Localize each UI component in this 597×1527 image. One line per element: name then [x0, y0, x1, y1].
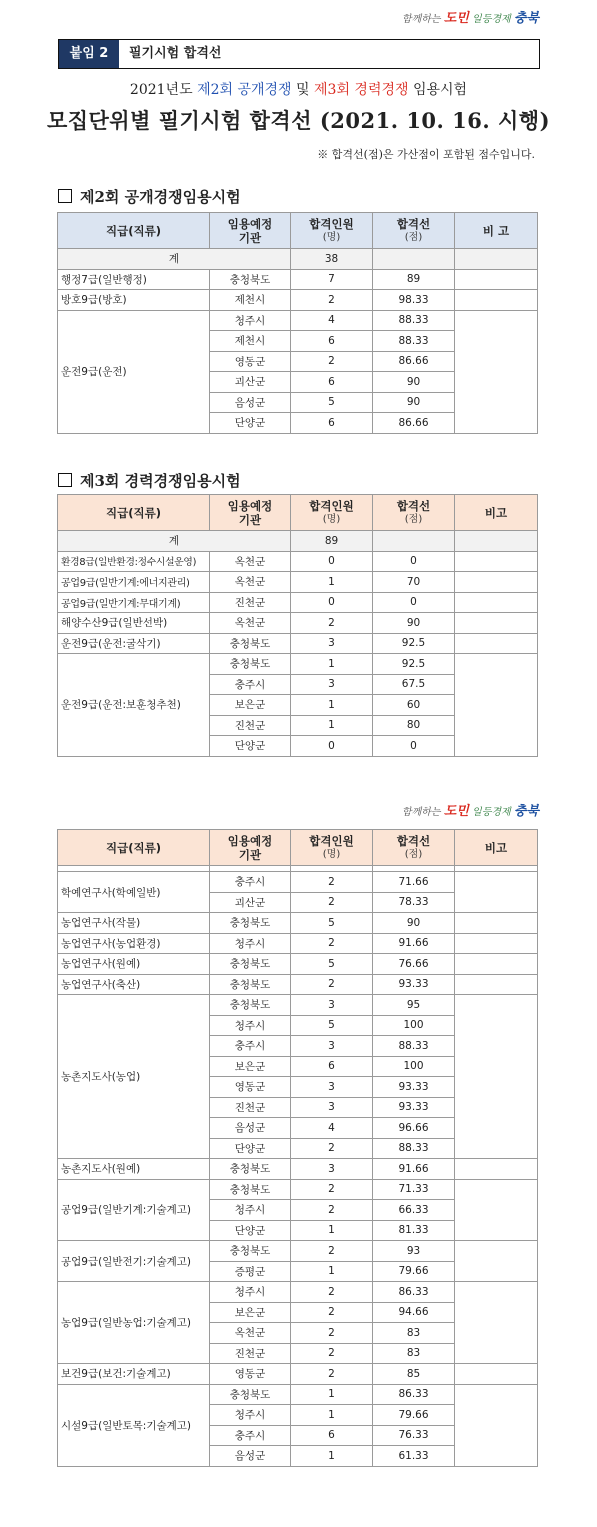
table-row [58, 1179, 538, 1200]
score-cell: 100 [373, 1015, 455, 1036]
score-cell: 79.66 [373, 1261, 455, 1282]
count-cell: 2 [291, 1323, 373, 1344]
logo-text: 함께하는 [401, 14, 441, 25]
count-cell: 1 [291, 1261, 373, 1282]
remark-cell [455, 1384, 538, 1466]
agency-cell: 영동군 [210, 1077, 291, 1098]
header-score [373, 213, 455, 249]
job-cell: 농업연구사(농업환경) [58, 933, 210, 954]
table-open-competition [57, 212, 538, 434]
agency-cell: 진천군 [210, 1097, 291, 1118]
count-cell: 2 [291, 1364, 373, 1385]
agency-cell: 청주시 [210, 310, 291, 331]
job-cell: 운전9급(운전:보훈청추천) [58, 654, 210, 757]
header-count-line: 합격인원 [309, 833, 354, 848]
count-cell: 2 [291, 1179, 373, 1200]
agency-cell: 영동군 [210, 351, 291, 372]
header-count [291, 213, 373, 249]
checkbox-square-icon [58, 189, 72, 203]
subtitle-part: 임용시험 [408, 82, 468, 98]
agency-cell: 괴산군 [210, 892, 291, 913]
agency-cell: 충주시 [210, 872, 291, 893]
remark-cell [455, 1179, 538, 1241]
count-cell: 2 [291, 933, 373, 954]
logo [402, 7, 539, 26]
count-cell: 0 [291, 551, 373, 572]
agency-cell: 옥천군 [210, 572, 291, 593]
score-cell: 0 [373, 592, 455, 613]
score-cell: 91.66 [373, 1159, 455, 1180]
page-title: 모집단위별 필기시험 합격선 (2021. 10. 16. 시행) [46, 108, 551, 133]
header-count-line: 합격인원 [309, 216, 354, 231]
count-cell: 3 [291, 633, 373, 654]
job-cell: 공업9급(일반전기:기술계고) [58, 1241, 210, 1282]
count-cell: 6 [291, 1056, 373, 1077]
agency-cell: 진천군 [210, 592, 291, 613]
score-cell: 71.66 [373, 872, 455, 893]
score-cell: 86.66 [373, 351, 455, 372]
job-cell: 방호9급(방호) [58, 290, 210, 311]
table-row [58, 1159, 538, 1180]
count-cell: 2 [291, 892, 373, 913]
count-cell: 6 [291, 1425, 373, 1446]
section1-title [58, 186, 241, 207]
score-cell: 78.33 [373, 892, 455, 913]
table-row [58, 572, 538, 593]
agency-cell: 제천시 [210, 290, 291, 311]
count-cell: 1 [291, 572, 373, 593]
agency-cell: 음성군 [210, 1118, 291, 1139]
table-row [58, 872, 538, 893]
agency-cell: 제천시 [210, 331, 291, 352]
score-cell: 67.5 [373, 674, 455, 695]
header-agency-line: 임용예정 [227, 498, 273, 513]
total-label: 계 [58, 249, 291, 270]
agency-cell: 보은군 [210, 1302, 291, 1323]
agency-cell: 청주시 [210, 1282, 291, 1303]
agency-cell: 단양군 [210, 736, 291, 757]
count-cell: 2 [291, 1282, 373, 1303]
job-cell: 환경8급(일반환경:정수시설운영) [58, 551, 210, 572]
count-cell: 7 [291, 269, 373, 290]
agency-cell: 충주시 [210, 1036, 291, 1057]
count-cell: 6 [291, 413, 373, 434]
header-job: 직급(직류) [58, 495, 210, 531]
count-cell: 2 [291, 1302, 373, 1323]
remark-cell [455, 1159, 538, 1180]
header-count-line: 합격인원 [309, 498, 354, 513]
header-count [291, 830, 373, 866]
count-cell: 6 [291, 331, 373, 352]
logo-text: 일등경제 [472, 14, 511, 25]
remark-cell [455, 872, 538, 913]
table-row [58, 995, 538, 1016]
total-score [373, 249, 455, 270]
count-cell: 1 [291, 1405, 373, 1426]
table-row [58, 633, 538, 654]
agency-cell: 단양군 [210, 1220, 291, 1241]
table-row [58, 954, 538, 975]
remark-cell [455, 551, 538, 572]
header-score-line: 합격선 [396, 833, 431, 848]
count-cell: 3 [291, 674, 373, 695]
remark-cell [455, 1282, 538, 1364]
count-cell: 1 [291, 1446, 373, 1467]
agency-cell: 청주시 [210, 933, 291, 954]
header-score-line: 합격선 [396, 216, 431, 231]
score-cell: 86.33 [373, 1384, 455, 1405]
agency-cell: 충청북도 [210, 1179, 291, 1200]
header-remark: 비고 [455, 495, 538, 531]
logo-text: 도민 [443, 804, 469, 819]
table-row [58, 551, 538, 572]
score-cell: 98.33 [373, 290, 455, 311]
count-cell: 5 [291, 913, 373, 934]
table-row [58, 654, 538, 675]
agency-cell: 충청북도 [210, 954, 291, 975]
count-cell: 3 [291, 1036, 373, 1057]
score-cell: 86.66 [373, 413, 455, 434]
header-count-unit: (명) [322, 513, 341, 525]
logo-text: 함께하는 [401, 807, 441, 818]
job-cell: 공업9급(일반기계:에너지관리) [58, 572, 210, 593]
score-cell: 96.66 [373, 1118, 455, 1139]
total-count: 89 [291, 531, 373, 552]
count-cell: 3 [291, 995, 373, 1016]
agency-cell: 영동군 [210, 1364, 291, 1385]
attachment-header [58, 39, 540, 69]
score-cell: 71.33 [373, 1179, 455, 1200]
score-cell: 76.66 [373, 954, 455, 975]
section2-title [58, 470, 241, 491]
agency-cell: 청주시 [210, 1405, 291, 1426]
score-cell: 80 [373, 715, 455, 736]
header-remark: 비 고 [455, 213, 538, 249]
count-cell: 0 [291, 736, 373, 757]
job-cell: 보건9급(보건:기술계고) [58, 1364, 210, 1385]
score-cell: 66.33 [373, 1200, 455, 1221]
agency-cell: 단양군 [210, 1138, 291, 1159]
table-row [58, 613, 538, 634]
score-cell: 93 [373, 1241, 455, 1262]
count-cell: 0 [291, 592, 373, 613]
agency-cell: 충주시 [210, 674, 291, 695]
remark-cell [455, 933, 538, 954]
remark-cell [455, 913, 538, 934]
logo-text: 충북 [513, 804, 539, 819]
table-career-competition [57, 494, 538, 757]
score-cell: 100 [373, 1056, 455, 1077]
job-cell: 농업연구사(작물) [58, 913, 210, 934]
remark-cell [455, 954, 538, 975]
exam-subtitle [0, 79, 597, 99]
header-count-unit: (명) [322, 848, 341, 860]
remark-cell [455, 613, 538, 634]
header-agency [210, 213, 291, 249]
remark-cell [455, 1364, 538, 1385]
subtitle-part: 제2회 공개경쟁 [197, 82, 292, 98]
table-row [58, 290, 538, 311]
count-cell: 6 [291, 372, 373, 393]
table-career-competition-continued [57, 829, 538, 1467]
table-row [58, 913, 538, 934]
score-cell: 90 [373, 613, 455, 634]
job-cell: 공업9급(일반기계:기술계고) [58, 1179, 210, 1241]
total-remark [455, 249, 538, 270]
agency-cell: 충청북도 [210, 1159, 291, 1180]
logo-text: 도민 [443, 11, 469, 26]
score-cell: 79.66 [373, 1405, 455, 1426]
remark-cell [455, 290, 538, 311]
job-cell: 학예연구사(학예일반) [58, 872, 210, 913]
agency-cell: 진천군 [210, 1343, 291, 1364]
score-cell: 88.33 [373, 1138, 455, 1159]
logo [402, 800, 539, 819]
agency-cell: 옥천군 [210, 551, 291, 572]
score-cell: 88.33 [373, 1036, 455, 1057]
score-cell: 83 [373, 1343, 455, 1364]
remark-cell [455, 572, 538, 593]
score-cell: 88.33 [373, 310, 455, 331]
agency-cell: 청주시 [210, 1200, 291, 1221]
remark-cell [455, 974, 538, 995]
job-cell: 행정7급(일반행정) [58, 269, 210, 290]
count-cell: 2 [291, 1241, 373, 1262]
count-cell: 2 [291, 351, 373, 372]
header-remark: 비고 [455, 830, 538, 866]
header-score-unit: (점) [404, 513, 423, 525]
total-score [373, 531, 455, 552]
header-agency [210, 830, 291, 866]
section2-title-text: 제3회 경력경쟁임용시험 [80, 472, 241, 490]
score-cell: 93.33 [373, 1097, 455, 1118]
remark-cell [455, 592, 538, 613]
count-cell: 3 [291, 1097, 373, 1118]
job-cell: 농업9급(일반농업:기술계고) [58, 1282, 210, 1364]
header-count [291, 495, 373, 531]
count-cell: 5 [291, 954, 373, 975]
score-cell: 89 [373, 269, 455, 290]
remark-cell [455, 310, 538, 433]
score-cell: 92.5 [373, 654, 455, 675]
total-remark [455, 531, 538, 552]
attachment-title: 필기시험 합격선 [129, 46, 222, 61]
agency-cell: 단양군 [210, 413, 291, 434]
header-score [373, 830, 455, 866]
agency-cell: 충청북도 [210, 633, 291, 654]
count-cell: 2 [291, 290, 373, 311]
table-row [58, 592, 538, 613]
agency-cell: 청주시 [210, 1015, 291, 1036]
count-cell: 2 [291, 872, 373, 893]
job-cell: 농업연구사(축산) [58, 974, 210, 995]
score-cell: 60 [373, 695, 455, 716]
table-row [58, 1384, 538, 1405]
job-cell: 농촌지도사(농업) [58, 995, 210, 1159]
count-cell: 5 [291, 392, 373, 413]
remark-cell [455, 269, 538, 290]
score-cell: 0 [373, 736, 455, 757]
score-cell: 91.66 [373, 933, 455, 954]
count-cell: 4 [291, 310, 373, 331]
agency-cell: 옥천군 [210, 613, 291, 634]
agency-cell: 진천군 [210, 715, 291, 736]
agency-cell: 충청북도 [210, 1384, 291, 1405]
score-cell: 90 [373, 372, 455, 393]
checkbox-square-icon [58, 473, 72, 487]
agency-cell: 음성군 [210, 1446, 291, 1467]
logo-text: 일등경제 [472, 807, 511, 818]
score-note: ※ 합격선(점)은 가산점이 포함된 점수입니다. [317, 148, 535, 161]
header-job: 직급(직류) [58, 830, 210, 866]
table-row [58, 1241, 538, 1262]
score-cell: 92.5 [373, 633, 455, 654]
header-job: 직급(직류) [58, 213, 210, 249]
agency-cell: 충청북도 [210, 654, 291, 675]
agency-cell: 음성군 [210, 392, 291, 413]
score-cell: 94.66 [373, 1302, 455, 1323]
count-cell: 2 [291, 1343, 373, 1364]
count-cell: 1 [291, 695, 373, 716]
agency-cell: 보은군 [210, 1056, 291, 1077]
score-cell: 81.33 [373, 1220, 455, 1241]
job-cell: 운전9급(운전) [58, 310, 210, 433]
job-cell: 공업9급(일반기계:무대기계) [58, 592, 210, 613]
count-cell: 1 [291, 1384, 373, 1405]
score-cell: 70 [373, 572, 455, 593]
count-cell: 1 [291, 1220, 373, 1241]
agency-cell: 충청북도 [210, 913, 291, 934]
score-cell: 0 [373, 551, 455, 572]
subtitle-part: 및 [291, 82, 315, 98]
subtitle-part: 2021년도 [129, 82, 198, 98]
agency-cell: 옥천군 [210, 1323, 291, 1344]
agency-cell: 충청북도 [210, 974, 291, 995]
job-cell: 시설9급(일반토목:기술계고) [58, 1384, 210, 1466]
header-score-line: 합격선 [396, 498, 431, 513]
score-cell: 61.33 [373, 1446, 455, 1467]
agency-cell: 보은군 [210, 695, 291, 716]
table-row [58, 933, 538, 954]
count-cell: 2 [291, 613, 373, 634]
header-score-unit: (점) [404, 231, 423, 243]
count-cell: 2 [291, 974, 373, 995]
header-agency-line: 기관 [238, 847, 262, 862]
attachment-badge: 붙임 2 [59, 40, 119, 68]
count-cell: 2 [291, 1138, 373, 1159]
table-row [58, 974, 538, 995]
agency-cell: 충청북도 [210, 995, 291, 1016]
score-cell: 93.33 [373, 1077, 455, 1098]
count-cell: 2 [291, 1200, 373, 1221]
job-cell: 운전9급(운전:굴삭기) [58, 633, 210, 654]
score-cell: 95 [373, 995, 455, 1016]
section1-title-text: 제2회 공개경쟁임용시험 [80, 188, 241, 206]
table-row [58, 1364, 538, 1385]
header-agency-line: 임용예정 [227, 833, 273, 848]
total-row [58, 249, 538, 270]
table-row [58, 269, 538, 290]
remark-cell [455, 1241, 538, 1282]
agency-cell: 괴산군 [210, 372, 291, 393]
total-count: 38 [291, 249, 373, 270]
logo-text: 충북 [513, 11, 539, 26]
agency-cell: 증평군 [210, 1261, 291, 1282]
count-cell: 3 [291, 1159, 373, 1180]
agency-cell: 충주시 [210, 1425, 291, 1446]
total-row [58, 531, 538, 552]
header-agency-line: 기관 [238, 512, 262, 527]
score-cell: 83 [373, 1323, 455, 1344]
header-agency-line: 임용예정 [227, 216, 273, 231]
job-cell: 농업연구사(원예) [58, 954, 210, 975]
total-label: 계 [58, 531, 291, 552]
score-cell: 93.33 [373, 974, 455, 995]
agency-cell: 충청북도 [210, 269, 291, 290]
remark-cell [455, 633, 538, 654]
header-count-unit: (명) [322, 231, 341, 243]
score-cell: 86.33 [373, 1282, 455, 1303]
remark-cell [455, 995, 538, 1159]
table-row [58, 310, 538, 331]
header-score-unit: (점) [404, 848, 423, 860]
count-cell: 3 [291, 1077, 373, 1098]
header-agency [210, 495, 291, 531]
count-cell: 4 [291, 1118, 373, 1139]
agency-cell: 충청북도 [210, 1241, 291, 1262]
table-row [58, 1282, 538, 1303]
subtitle-part: 제3회 경력경쟁 [314, 82, 409, 98]
count-cell: 1 [291, 654, 373, 675]
count-cell: 5 [291, 1015, 373, 1036]
remark-cell [455, 654, 538, 757]
job-cell: 해양수산9급(일반선박) [58, 613, 210, 634]
count-cell: 1 [291, 715, 373, 736]
header-score [373, 495, 455, 531]
job-cell: 농촌지도사(원예) [58, 1159, 210, 1180]
score-cell: 88.33 [373, 331, 455, 352]
score-cell: 90 [373, 913, 455, 934]
header-agency-line: 기관 [238, 230, 262, 245]
score-cell: 85 [373, 1364, 455, 1385]
score-cell: 90 [373, 392, 455, 413]
score-cell: 76.33 [373, 1425, 455, 1446]
